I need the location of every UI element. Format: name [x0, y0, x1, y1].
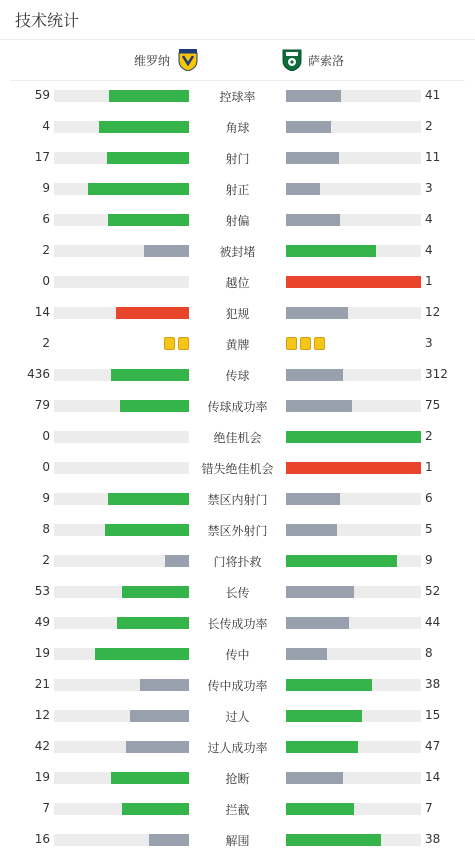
stat-row	[0, 298, 475, 329]
stat-label: 犯规	[225, 307, 250, 321]
home-value: 8	[42, 522, 50, 536]
home-value: 59	[34, 88, 50, 102]
stat-label: 绝佳机会	[213, 431, 262, 445]
stat-row	[0, 81, 475, 112]
home-value: 9	[42, 181, 50, 195]
yellow-card-icon	[300, 337, 311, 350]
home-bar	[122, 586, 190, 598]
home-bar-track	[54, 90, 189, 102]
away-value: 41	[425, 88, 441, 102]
away-bar	[286, 555, 397, 567]
away-value: 3	[425, 181, 433, 195]
away-team[interactable]	[282, 49, 344, 71]
away-bar-track	[286, 524, 421, 536]
stat-label: 禁区外射门	[207, 524, 268, 538]
away-bar	[286, 276, 421, 288]
home-bar	[95, 648, 190, 660]
stat-row	[0, 360, 475, 391]
home-bar	[107, 152, 189, 164]
away-value: 7	[425, 801, 433, 815]
away-bar	[286, 307, 348, 319]
home-bar-track	[54, 307, 189, 319]
stat-label: 错失绝佳机会	[201, 462, 274, 476]
stat-row	[0, 701, 475, 732]
away-bar	[286, 803, 354, 815]
stat-row	[0, 267, 475, 298]
stat-label: 过人成功率	[207, 741, 268, 755]
stat-row	[0, 670, 475, 701]
home-bar-track	[54, 741, 189, 753]
away-bar	[286, 493, 340, 505]
stat-label: 过人	[225, 710, 250, 724]
yellow-card-icon	[164, 337, 175, 350]
away-bar-track	[286, 834, 421, 846]
home-bar	[130, 710, 189, 722]
home-value: 42	[34, 739, 50, 753]
away-bar	[286, 586, 354, 598]
home-bar-track	[54, 834, 189, 846]
home-value: 19	[34, 770, 50, 784]
away-bar-track	[286, 772, 421, 784]
stat-row	[0, 546, 475, 577]
away-bar	[286, 431, 421, 443]
home-bar	[144, 245, 189, 257]
away-value: 11	[425, 150, 441, 164]
home-value: 7	[42, 801, 50, 815]
home-value: 2	[42, 336, 50, 350]
stat-row	[0, 143, 475, 174]
home-value: 2	[42, 553, 50, 567]
stat-label: 拦截	[225, 803, 250, 817]
away-bar	[286, 834, 381, 846]
stats-table	[0, 81, 475, 856]
stat-row	[0, 732, 475, 763]
away-bar-track	[286, 214, 421, 226]
home-bar	[149, 834, 190, 846]
away-bar-track	[286, 648, 421, 660]
stat-label: 传中成功率	[207, 679, 268, 693]
home-bar	[117, 617, 189, 629]
home-bar-track	[54, 183, 189, 195]
away-yellow-cards	[286, 337, 325, 350]
stat-row	[0, 608, 475, 639]
stat-row	[0, 329, 475, 360]
home-bar	[108, 214, 189, 226]
away-value: 312	[425, 367, 448, 381]
home-value: 6	[42, 212, 50, 226]
stat-row	[0, 453, 475, 484]
home-bar-track	[54, 648, 189, 660]
away-bar-track	[286, 307, 421, 319]
home-value: 14	[34, 305, 50, 319]
home-yellow-cards	[164, 337, 189, 350]
away-bar	[286, 710, 362, 722]
away-bar-track	[286, 617, 421, 629]
home-bar-track	[54, 152, 189, 164]
away-value: 8	[425, 646, 433, 660]
stat-row	[0, 577, 475, 608]
stat-row	[0, 391, 475, 422]
away-bar	[286, 90, 341, 102]
home-bar-track	[54, 121, 189, 133]
home-value: 0	[42, 429, 50, 443]
home-bar	[88, 183, 189, 195]
sassuolo-badge-icon	[282, 49, 302, 71]
away-value: 5	[425, 522, 433, 536]
stat-label: 长传成功率	[207, 617, 268, 631]
away-value: 3	[425, 336, 433, 350]
stat-label: 射偏	[225, 214, 250, 228]
stat-row	[0, 422, 475, 453]
away-bar	[286, 772, 343, 784]
home-team[interactable]	[10, 49, 198, 71]
away-bar	[286, 183, 320, 195]
stat-label: 黄牌	[225, 338, 250, 352]
stat-label: 门将扑救	[213, 555, 262, 569]
section-header	[0, 0, 475, 40]
home-bar-track	[54, 493, 189, 505]
home-bar	[111, 772, 189, 784]
away-value: 4	[425, 243, 433, 257]
stat-row	[0, 515, 475, 546]
stat-label: 越位	[225, 276, 250, 290]
away-bar-track	[286, 245, 421, 257]
stat-row	[0, 484, 475, 515]
away-bar	[286, 462, 421, 474]
stat-label: 禁区内射门	[207, 493, 268, 507]
stat-row	[0, 174, 475, 205]
stat-label: 射正	[225, 183, 250, 197]
away-bar-track	[286, 803, 421, 815]
stat-label: 控球率	[219, 90, 256, 104]
away-bar-track	[286, 183, 421, 195]
home-bar	[109, 90, 189, 102]
home-value: 17	[34, 150, 50, 164]
home-bar	[165, 555, 189, 567]
home-bar	[122, 803, 190, 815]
stat-row	[0, 236, 475, 267]
stat-row	[0, 112, 475, 143]
away-value: 2	[425, 119, 433, 133]
yellow-card-icon	[178, 337, 189, 350]
team-header	[10, 40, 465, 81]
away-bar-track	[286, 555, 421, 567]
away-value: 75	[425, 398, 441, 412]
home-value: 4	[42, 119, 50, 133]
away-bar	[286, 741, 358, 753]
stat-label: 解围	[225, 834, 250, 848]
away-bar-track	[286, 679, 421, 691]
stat-label: 长传	[225, 586, 250, 600]
home-bar-track	[54, 245, 189, 257]
stat-row	[0, 205, 475, 236]
home-bar-track	[54, 710, 189, 722]
away-bar-track	[286, 462, 421, 474]
away-bar-track	[286, 152, 421, 164]
home-value: 2	[42, 243, 50, 257]
home-value: 12	[34, 708, 50, 722]
home-bar	[108, 493, 189, 505]
home-value: 79	[34, 398, 50, 412]
home-bar-track	[54, 462, 189, 474]
stat-label: 射门	[225, 152, 250, 166]
away-value: 1	[425, 460, 433, 474]
home-bar-track	[54, 617, 189, 629]
home-bar-track	[54, 524, 189, 536]
away-value: 47	[425, 739, 441, 753]
away-value: 1	[425, 274, 433, 288]
away-bar-track	[286, 741, 421, 753]
home-value: 0	[42, 274, 50, 288]
away-bar-track	[286, 493, 421, 505]
home-bar	[111, 369, 189, 381]
away-bar-track	[286, 586, 421, 598]
home-bar-track	[54, 369, 189, 381]
stat-row	[0, 794, 475, 825]
away-bar-track	[286, 400, 421, 412]
home-value: 21	[34, 677, 50, 691]
away-bar	[286, 214, 340, 226]
away-value: 9	[425, 553, 433, 567]
stat-row	[0, 825, 475, 856]
away-bar	[286, 400, 352, 412]
home-value: 0	[42, 460, 50, 474]
away-bar-track	[286, 710, 421, 722]
home-bar-track	[54, 772, 189, 784]
home-team-name: 维罗纳	[133, 53, 170, 68]
away-bar	[286, 524, 337, 536]
away-value: 15	[425, 708, 441, 722]
home-bar-track	[54, 431, 189, 443]
away-bar-track	[286, 369, 421, 381]
home-bar-track	[54, 214, 189, 226]
stat-label: 角球	[225, 121, 250, 135]
away-value: 4	[425, 212, 433, 226]
home-value: 53	[34, 584, 50, 598]
stat-label: 传球成功率	[207, 400, 268, 414]
away-value: 6	[425, 491, 433, 505]
home-value: 9	[42, 491, 50, 505]
home-value: 19	[34, 646, 50, 660]
away-value: 52	[425, 584, 441, 598]
home-bar	[126, 741, 189, 753]
away-value: 2	[425, 429, 433, 443]
away-bar	[286, 617, 349, 629]
away-value: 44	[425, 615, 441, 629]
away-value: 12	[425, 305, 441, 319]
away-bar-track	[286, 121, 421, 133]
home-bar	[120, 400, 189, 412]
yellow-card-icon	[314, 337, 325, 350]
home-value: 16	[34, 832, 50, 846]
yellow-card-icon	[286, 337, 297, 350]
home-bar-track	[54, 679, 189, 691]
stat-row	[0, 763, 475, 794]
away-team-name: 萨索洛	[308, 53, 345, 68]
away-bar	[286, 152, 339, 164]
away-bar	[286, 369, 343, 381]
home-bar-track	[54, 400, 189, 412]
home-value: 436	[27, 367, 50, 381]
home-bar	[105, 524, 189, 536]
away-bar-track	[286, 90, 421, 102]
away-value: 38	[425, 832, 441, 846]
away-bar	[286, 679, 372, 691]
verona-badge-icon	[178, 49, 198, 71]
away-value: 38	[425, 677, 441, 691]
away-bar	[286, 648, 327, 660]
home-bar-track	[54, 555, 189, 567]
away-bar-track	[286, 276, 421, 288]
stat-label: 传球	[225, 369, 250, 383]
away-bar	[286, 121, 331, 133]
away-bar-track	[286, 431, 421, 443]
stat-row	[0, 639, 475, 670]
home-bar-track	[54, 586, 189, 598]
home-value: 49	[34, 615, 50, 629]
section-title: 技术统计	[15, 11, 80, 30]
stat-label: 传中	[225, 648, 250, 662]
home-bar-track	[54, 276, 189, 288]
home-bar	[116, 307, 189, 319]
home-bar	[99, 121, 189, 133]
stat-label: 被封堵	[219, 245, 256, 259]
home-bar	[140, 679, 189, 691]
home-bar-track	[54, 803, 189, 815]
away-bar	[286, 245, 376, 257]
away-value: 14	[425, 770, 441, 784]
stat-label: 抢断	[225, 772, 250, 786]
